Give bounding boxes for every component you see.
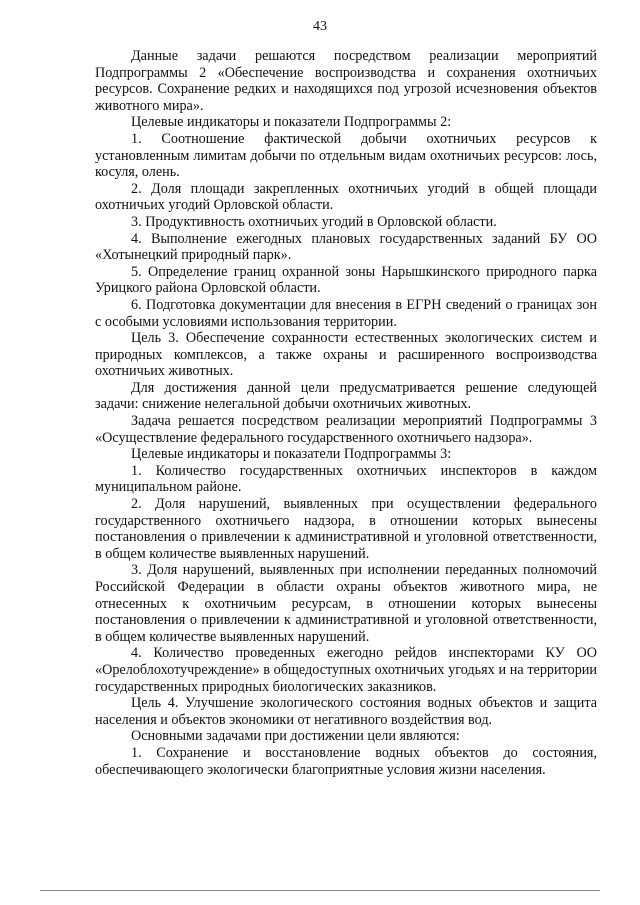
- list-item: 5. Определение границ охранной зоны Нарышкинского природного парка Урицкого района Орловской области.: [95, 263, 597, 297]
- list-item: 1. Соотношение фактической добычи охотничьих ресурсов к установленным лимитам добычи по отдельным видам охотничьих ресурсов: лось, косуля, олень.: [95, 130, 597, 181]
- list-item: 3. Доля нарушений, выявленных при исполнении переданных полномочий Российской Федерации в области охраны объектов животного мира, не отнесенных к охотничьим ресурсам, в отношении которых вынесены постановления о привлечении к административной и уголовной ответственности, в общем количестве выявленных нарушений.: [95, 562, 597, 645]
- paragraph: Данные задачи решаются посредством реализации мероприятий Подпрограммы 2 «Обеспечение воспроизводства и сохранения охотничьих ресурсов. Сохранение редких и находящихся под угрозой исчезновения объектов животного мира».: [95, 48, 597, 114]
- document-body: [95, 48, 597, 778]
- paragraph: Цель 4. Улучшение экологического состояния водных объектов и защита населения и объектов экономики от негативного воздействия вод.: [95, 695, 597, 728]
- page-bottom-rule: [40, 890, 600, 891]
- list-item: 2. Доля площади закрепленных охотничьих угодий в общей площади охотничьих угодий Орловской области.: [95, 180, 597, 214]
- paragraph: Для достижения данной цели предусматривается решение следующей задачи: снижение нелегальной добычи охотничьих животных.: [95, 379, 597, 413]
- paragraph: Целевые индикаторы и показатели Подпрограммы 2:: [131, 114, 452, 131]
- list-item: 4. Выполнение ежегодных плановых государственных заданий БУ ОО «Хотынецкий природный парк».: [95, 230, 597, 264]
- page-number: 43: [313, 19, 327, 34]
- list-item: 4. Количество проведенных ежегодно рейдов инспекторами КУ ОО «Орелоблохотучреждение» в общедоступных охотничьих угодьях и на территории государственных природных биологических заказников.: [95, 645, 597, 695]
- list-item: 3. Продуктивность охотничьих угодий в Орловской области.: [131, 213, 497, 230]
- list-item: 6. Подготовка документации для внесения в ЕГРН сведений о границах зон с особыми условиями использования территории.: [95, 296, 597, 330]
- paragraph: Основными задачами при достижении цели являются:: [131, 728, 460, 745]
- paragraph: Целевые индикаторы и показатели Подпрограммы 3:: [131, 446, 452, 463]
- paragraph: Задача решается посредством реализации мероприятий Подпрограммы 3 «Осуществление федерального государственного охотничьего надзора».: [95, 413, 597, 446]
- paragraph: Цель 3. Обеспечение сохранности естественных экологических систем и природных комплексов, а также охраны и расширенного воспроизводства охотничьих животных.: [95, 330, 597, 380]
- list-item: 1. Сохранение и восстановление водных объектов до состояния, обеспечивающего экологически благоприятные условия жизни населения.: [95, 744, 597, 778]
- list-item: 2. Доля нарушений, выявленных при осуществлении федерального государственного охотничьего надзора, в отношении которых вынесены постановления о привлечении к административной и уголовной ответственности, в общем количестве выявленных нарушений.: [95, 496, 597, 562]
- list-item: 1. Количество государственных охотничьих инспекторов в каждом муниципальном районе.: [95, 462, 597, 496]
